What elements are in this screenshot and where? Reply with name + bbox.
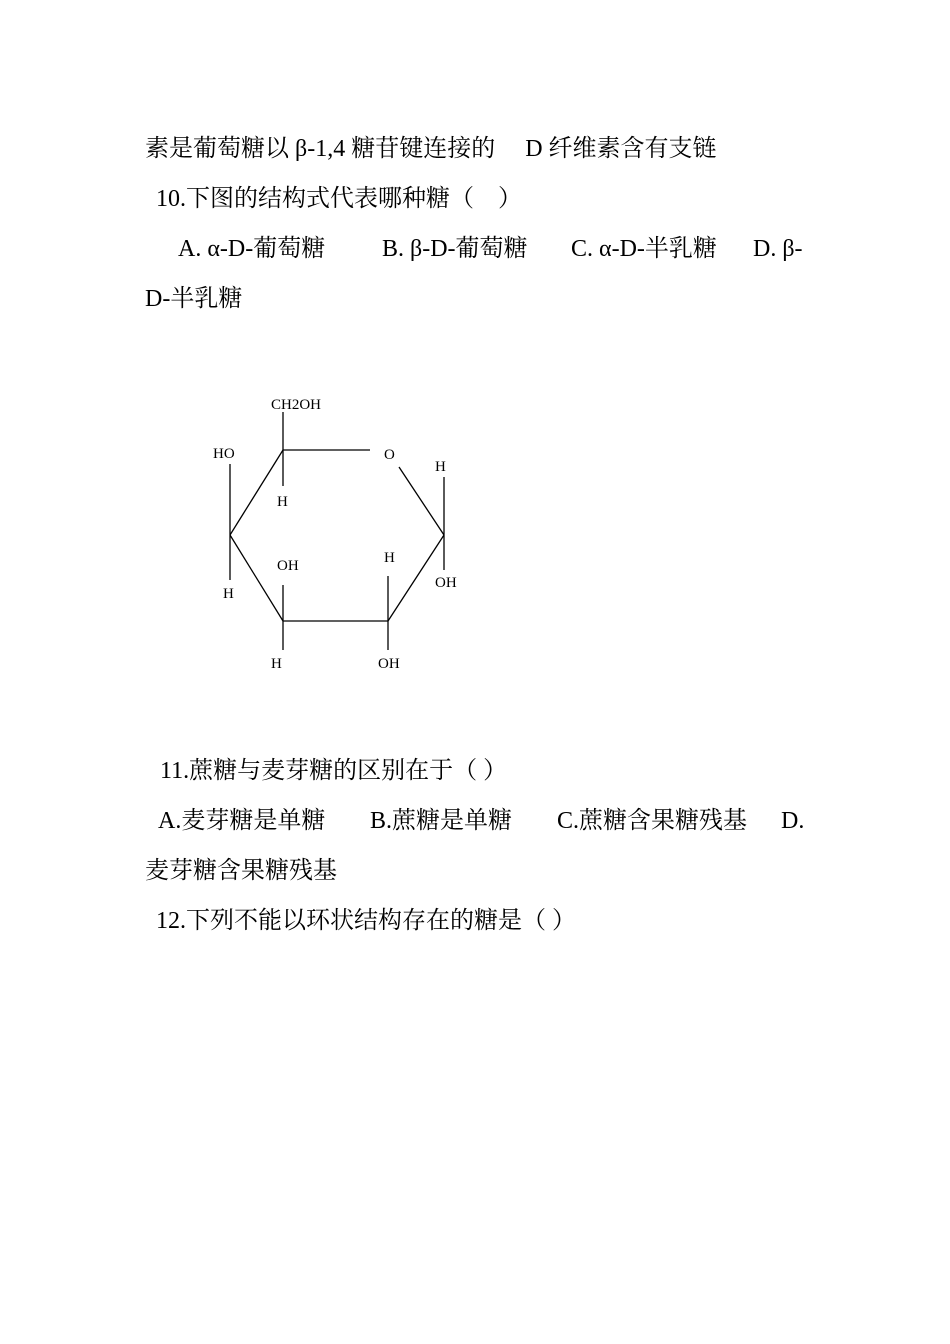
- label-c4-ho: HO: [213, 446, 235, 462]
- q10-option-b: B. β-D-葡萄糖: [382, 236, 528, 262]
- label-c1-h: H: [435, 459, 446, 475]
- q10-option-d: D. β-: [753, 236, 803, 262]
- label-c2-oh: OH: [378, 656, 400, 672]
- q10-option-c: C. α-D-半乳糖: [571, 236, 717, 262]
- label-c5-h: H: [277, 494, 288, 510]
- q10-option-d-wrap: D-半乳糖: [145, 286, 243, 312]
- label-c2-h: H: [384, 550, 395, 566]
- q12-stem: 12.下列不能以环状结构存在的糖是（ ）: [156, 908, 576, 934]
- bond-c4-c5: [230, 450, 283, 535]
- label-ch2oh: CH2OH: [271, 397, 322, 413]
- label-c4-h: H: [223, 586, 234, 602]
- bond-c3-c4: [230, 535, 283, 621]
- q11-option-a: A.麦芽糖是单糖: [158, 808, 326, 834]
- q10-stem: 10.下图的结构式代表哪种糖（ ）: [156, 186, 522, 212]
- label-ring-o: O: [384, 447, 395, 463]
- q10-option-a: A. α-D-葡萄糖: [178, 236, 326, 262]
- q11-option-b: B.蔗糖是单糖: [370, 808, 513, 834]
- bond-o-c1: [399, 467, 444, 535]
- q11-option-c: C.蔗糖含果糖残基: [557, 808, 748, 834]
- pyranose-structure-diagram: [0, 380, 950, 700]
- q11-option-d-wrap: 麦芽糖含果糖残基: [145, 858, 337, 884]
- label-c3-h: H: [271, 656, 282, 672]
- q11-stem: 11.蔗糖与麦芽糖的区别在于（ ）: [160, 758, 508, 784]
- label-c1-oh: OH: [435, 575, 457, 591]
- q11-option-d: D.: [781, 808, 805, 834]
- label-c3-oh: OH: [277, 558, 299, 574]
- q9-tail-line: 素是葡萄糖以 β-1,4 糖苷键连接的 D 纤维素含有支链: [145, 136, 717, 162]
